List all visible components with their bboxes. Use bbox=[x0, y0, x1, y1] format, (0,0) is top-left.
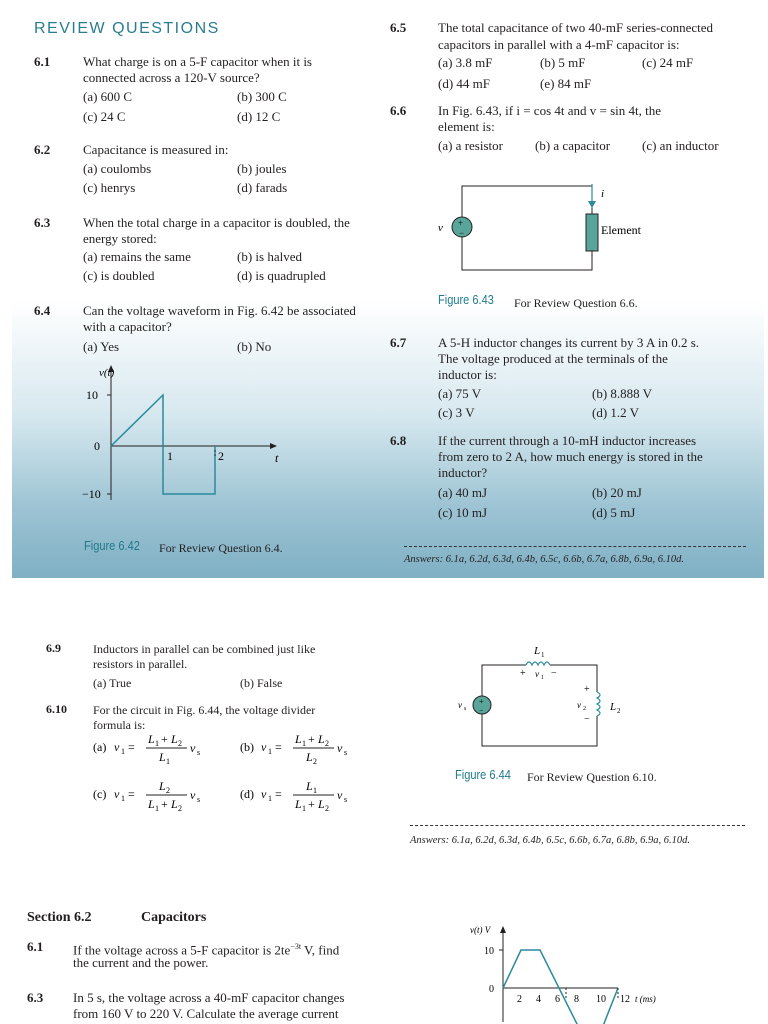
svg-text:=: = bbox=[128, 740, 135, 754]
question-text: with a capacitor? bbox=[83, 319, 172, 334]
question-text: inductor is: bbox=[438, 367, 497, 382]
svg-text:1: 1 bbox=[302, 804, 306, 813]
y-tick-label: 10 bbox=[86, 388, 98, 402]
figure-caption: For Review Question 6.10. bbox=[527, 770, 657, 784]
problem-text: If the voltage across a 5-F capacitor is $2te^{-3t}$ V, find bbox=[73, 942, 340, 958]
svg-text:v: v bbox=[114, 787, 120, 801]
figure-label: Figure 6.43 bbox=[438, 292, 494, 307]
option: (a) 40 mJ bbox=[438, 485, 488, 500]
figure-caption: For Review Question 6.4. bbox=[159, 541, 283, 555]
element-label: Element bbox=[601, 223, 641, 237]
svg-text:+: + bbox=[161, 797, 168, 811]
svg-text:v: v bbox=[261, 787, 267, 801]
problem-text: the current and the power. bbox=[73, 955, 209, 970]
figure-label: Figure 6.44 bbox=[455, 767, 511, 782]
svg-text:+: + bbox=[458, 218, 464, 228]
svg-text:2: 2 bbox=[178, 739, 182, 748]
section-number: Section 6.2 bbox=[27, 910, 92, 925]
figure-caption: For Review Question 6.6. bbox=[514, 296, 638, 310]
svg-text:L: L bbox=[318, 732, 325, 746]
waveform-problem bbox=[468, 922, 678, 1024]
svg-text:s: s bbox=[344, 795, 348, 804]
svg-text:s: s bbox=[197, 795, 201, 804]
option: (d) farads bbox=[237, 180, 288, 195]
option: (a) True bbox=[93, 676, 132, 690]
svg-text:2: 2 bbox=[313, 757, 317, 766]
svg-text:+: + bbox=[584, 684, 590, 695]
option: (d) 44 mF bbox=[438, 76, 490, 91]
question-text: When the total charge in a capacitor is doubled, the bbox=[83, 215, 350, 230]
question-number: 6.3 bbox=[34, 215, 51, 230]
svg-text:−: − bbox=[459, 228, 465, 238]
x-tick-label: 10 bbox=[596, 994, 606, 1005]
option: (b) False bbox=[240, 676, 283, 690]
svg-text:v: v bbox=[190, 788, 196, 802]
svg-text:1: 1 bbox=[313, 786, 317, 795]
option: (a) 75 V bbox=[438, 386, 482, 401]
y-tick-label: 10 bbox=[484, 946, 494, 957]
svg-text:1: 1 bbox=[121, 794, 125, 803]
problem-number: 6.3 bbox=[27, 990, 44, 1005]
svg-text:−: − bbox=[551, 668, 557, 679]
question-text: The voltage produced at the terminals of the bbox=[438, 351, 668, 366]
waveform-figure-6-42 bbox=[82, 362, 292, 507]
svg-text:+: + bbox=[161, 732, 168, 746]
question-number: 6.8 bbox=[390, 433, 407, 448]
question-text: What charge is on a 5-F capacitor when it is bbox=[83, 54, 312, 69]
svg-text:−: − bbox=[584, 714, 590, 725]
circuit-figure-6-43 bbox=[430, 180, 660, 280]
svg-text:(d): (d) bbox=[240, 787, 254, 801]
svg-text:=: = bbox=[275, 787, 282, 801]
question-number: 6.6 bbox=[390, 103, 407, 118]
l1-label: L bbox=[534, 645, 541, 657]
x-tick-label: 2 bbox=[517, 994, 522, 1005]
svg-text:v: v bbox=[337, 741, 343, 755]
circuit-figure-6-44 bbox=[450, 640, 640, 752]
answers: Answers: 6.1a, 6.2d, 6.3d, 6.4b, 6.5c, 6.6b, 6.7a, 6.8b, 6.9a, 6.10d. bbox=[404, 554, 684, 565]
svg-text:L: L bbox=[318, 797, 325, 811]
problem-text: In 5 s, the voltage across a 40-mF capacitor changes bbox=[73, 990, 345, 1005]
question-text: If the current through a 10-mH inductor increases bbox=[438, 433, 697, 448]
review-page bbox=[12, 0, 764, 578]
question-text: For the circuit in Fig. 6.44, the voltage divider bbox=[93, 703, 316, 717]
section-title: Capacitors bbox=[141, 910, 207, 925]
svg-text:1: 1 bbox=[166, 757, 170, 766]
problem-text: from 160 V to 220 V. Calculate the average current bbox=[73, 1006, 339, 1021]
question-text: Capacitance is measured in: bbox=[83, 142, 229, 157]
svg-text:2: 2 bbox=[325, 804, 329, 813]
vs-label: v bbox=[458, 700, 462, 710]
option: (a) 600 C bbox=[83, 89, 133, 104]
svg-text:1: 1 bbox=[302, 739, 306, 748]
svg-text:L: L bbox=[295, 797, 302, 811]
svg-text:L: L bbox=[159, 750, 166, 764]
svg-text:1: 1 bbox=[268, 794, 272, 803]
option: (a) remains the same bbox=[83, 249, 191, 264]
question-text: connected across a 120-V source? bbox=[83, 70, 260, 85]
figure-label: Figure 6.42 bbox=[84, 538, 140, 553]
svg-text:2: 2 bbox=[178, 804, 182, 813]
svg-text:v: v bbox=[261, 740, 267, 754]
question-text: energy stored: bbox=[83, 231, 157, 246]
option: (b) 5 mF bbox=[540, 55, 586, 70]
y-tick-label: 0 bbox=[94, 439, 100, 453]
question-number: 6.5 bbox=[390, 20, 407, 35]
option: (b) 300 C bbox=[237, 89, 287, 104]
question-number: 6.10 bbox=[46, 702, 67, 716]
svg-text:(a): (a) bbox=[93, 740, 107, 754]
option: (a) coulombs bbox=[83, 161, 152, 176]
v1-label: v bbox=[535, 669, 539, 679]
option: (c) is doubled bbox=[83, 268, 155, 283]
option: (a) a resistor bbox=[438, 138, 503, 153]
svg-text:v: v bbox=[337, 788, 343, 802]
svg-text:L: L bbox=[171, 732, 178, 746]
svg-text:+: + bbox=[308, 797, 315, 811]
option: (e) 84 mF bbox=[540, 76, 592, 91]
question-number: 6.4 bbox=[34, 303, 51, 318]
option: (d) 1.2 V bbox=[592, 405, 640, 420]
option: (c) 3 V bbox=[438, 405, 475, 420]
y-axis-label: v(t) bbox=[99, 367, 115, 379]
question-text: The total capacitance of two 40-mF series-connected bbox=[438, 20, 714, 35]
question-text: inductor? bbox=[438, 465, 488, 480]
option: (c) 24 mF bbox=[642, 55, 694, 70]
svg-text:1: 1 bbox=[541, 651, 545, 659]
svg-text:s: s bbox=[344, 748, 348, 757]
svg-text:L: L bbox=[148, 797, 155, 811]
option: (c) 24 C bbox=[83, 109, 126, 124]
svg-text:L: L bbox=[295, 732, 302, 746]
svg-text:1: 1 bbox=[541, 675, 544, 681]
question-text: A 5-H inductor changes its current by 3 A in 0.2 s. bbox=[438, 335, 700, 350]
x-tick-label: 1 bbox=[167, 449, 173, 463]
svg-text:s: s bbox=[464, 706, 467, 712]
option: (d) is quadrupled bbox=[237, 268, 326, 283]
x-axis-label: t (ms) bbox=[635, 994, 656, 1004]
svg-text:+: + bbox=[308, 732, 315, 746]
svg-text:1: 1 bbox=[121, 747, 125, 756]
question-text: from zero to 2 A, how much energy is stored in the bbox=[438, 449, 703, 464]
svg-text:L: L bbox=[306, 779, 313, 793]
y-tick-label: −10 bbox=[82, 487, 101, 501]
question-number: 6.2 bbox=[34, 142, 51, 157]
svg-text:(b): (b) bbox=[240, 740, 254, 754]
y-axis-label: v(t) V bbox=[470, 925, 491, 935]
l2-label: L bbox=[610, 701, 617, 713]
svg-text:+: + bbox=[520, 668, 526, 679]
formula-options bbox=[90, 728, 370, 814]
option: (a) 3.8 mF bbox=[438, 55, 493, 70]
y-tick-label: 0 bbox=[489, 984, 494, 995]
current-label: i bbox=[601, 188, 605, 200]
section-header: REVIEW QUESTIONS bbox=[34, 20, 220, 37]
svg-text:2: 2 bbox=[617, 707, 621, 715]
svg-text:2: 2 bbox=[583, 706, 586, 712]
option: (b) joules bbox=[237, 161, 287, 176]
svg-text:=: = bbox=[275, 740, 282, 754]
option: (c) 10 mJ bbox=[438, 505, 488, 520]
option: (c) henrys bbox=[83, 180, 136, 195]
voltage-label: v bbox=[438, 222, 443, 234]
problem-number: 6.1 bbox=[27, 939, 44, 954]
svg-text:2: 2 bbox=[325, 739, 329, 748]
x-axis-label: t bbox=[275, 451, 279, 465]
question-text: Inductors in parallel can be combined just like bbox=[93, 642, 316, 656]
x-tick-label: 2 bbox=[218, 449, 224, 463]
svg-text:1: 1 bbox=[155, 739, 159, 748]
question-text: resistors in parallel. bbox=[93, 657, 188, 671]
divider bbox=[410, 825, 745, 826]
svg-text:=: = bbox=[128, 787, 135, 801]
option: (c) an inductor bbox=[642, 138, 719, 153]
svg-text:v: v bbox=[114, 740, 120, 754]
x-tick-label: 4 bbox=[536, 994, 541, 1005]
question-text: element is: bbox=[438, 119, 495, 134]
x-tick-label: 12 bbox=[620, 994, 630, 1005]
divider bbox=[404, 546, 746, 547]
svg-text:2: 2 bbox=[166, 786, 170, 795]
question-text: capacitors in parallel with a 4-mF capacitor is: bbox=[438, 37, 680, 52]
svg-text:(c): (c) bbox=[93, 787, 107, 801]
question-number: 6.7 bbox=[390, 335, 407, 350]
option: (d) 12 C bbox=[237, 109, 281, 124]
svg-text:L: L bbox=[171, 797, 178, 811]
option: (b) No bbox=[237, 339, 272, 354]
question-text: Can the voltage waveform in Fig. 6.42 be associated bbox=[83, 303, 356, 318]
svg-text:s: s bbox=[197, 748, 201, 757]
svg-text:+: + bbox=[479, 697, 484, 706]
x-tick-label: 8 bbox=[574, 994, 579, 1005]
svg-text:−: − bbox=[479, 706, 484, 715]
option: (a) Yes bbox=[83, 339, 120, 354]
x-tick-label: 6 bbox=[555, 994, 560, 1005]
element-box-icon bbox=[586, 214, 598, 251]
svg-text:L: L bbox=[306, 750, 313, 764]
question-text: formula is: bbox=[93, 718, 146, 732]
option: (b) 8.888 V bbox=[592, 386, 653, 401]
question-number: 6.9 bbox=[46, 641, 61, 655]
question-text: In Fig. 6.43, if i = cos 4t and v = sin 4t, the bbox=[438, 103, 662, 118]
svg-text:1: 1 bbox=[155, 804, 159, 813]
answers: Answers: 6.1a, 6.2d, 6.3d, 6.4b, 6.5c, 6.6b, 6.7a, 6.8b, 6.9a, 6.10d. bbox=[410, 835, 690, 846]
svg-text:1: 1 bbox=[268, 747, 272, 756]
v2-label: v bbox=[577, 700, 581, 710]
option: (b) a capacitor bbox=[535, 138, 611, 153]
option: (d) 5 mJ bbox=[592, 505, 636, 520]
option: (b) 20 mJ bbox=[592, 485, 642, 500]
svg-text:L: L bbox=[159, 779, 166, 793]
svg-text:v: v bbox=[190, 741, 196, 755]
question-number: 6.1 bbox=[34, 54, 51, 69]
svg-text:L: L bbox=[148, 732, 155, 746]
option: (b) is halved bbox=[237, 249, 302, 264]
